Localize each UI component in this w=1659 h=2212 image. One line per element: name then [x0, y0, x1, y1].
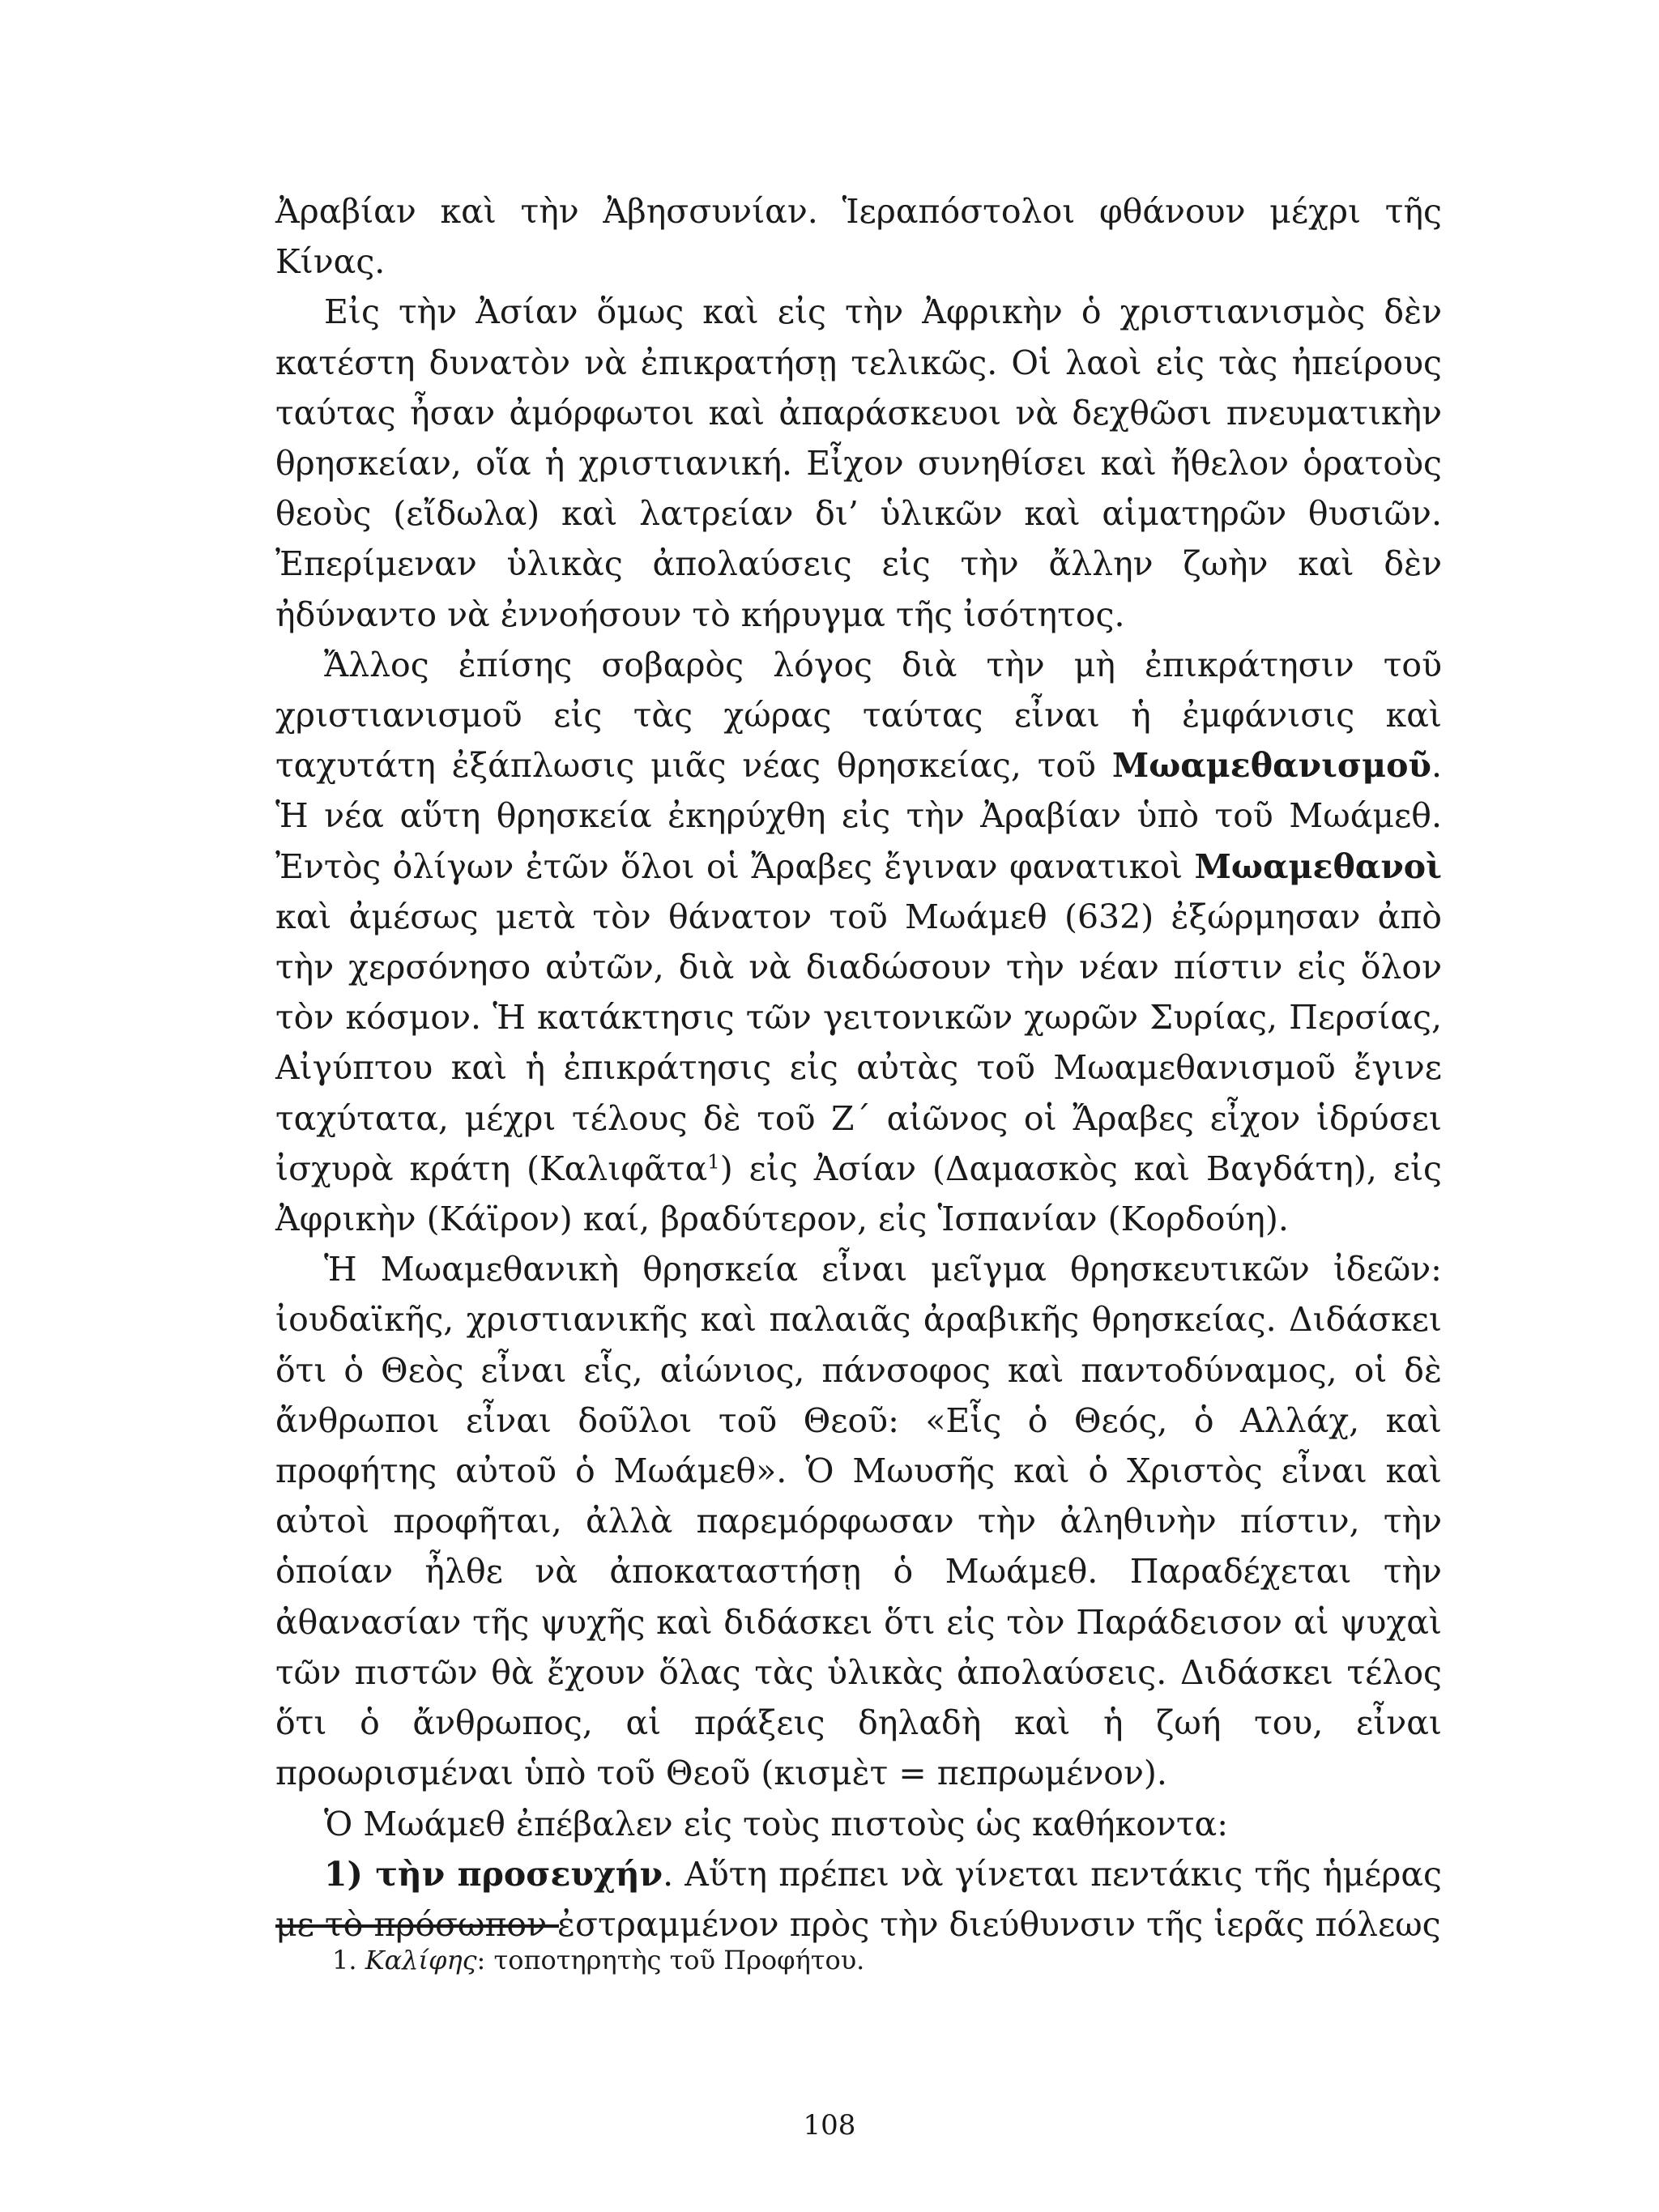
paragraph-3 — [275, 640, 1442, 1244]
paragraph-2: Εἰς τὴν Ἀσίαν ὅμως καὶ εἰς τὴν Ἀφρικὴν ὁ χριστιανισμὸς δὲν κατέστη δυνατὸν νὰ ἐπικρατήσῃ τελικῶς. Οἱ λαοὶ εἰς τὰς ἠπείρους ταύτας ἦσαν ἀμόρφωτοι καὶ ἀπαράσκευοι νὰ δεχθῶσι πνευματικὴν θρησκείαν, οἵα ἡ χριστιανική. Εἶχον συνηθίσει καὶ ἤθελον ὁρατοὺς θεοὺς (εἴδωλα) καὶ λατρείαν δι’ ὑλικῶν καὶ αἱματηρῶν θυσιῶν. Ἐπερίμεναν ὑλικὰς ἀπολαύσεις εἰς τὴν ἄλλην ζωὴν καὶ δὲν ἠδύναντο νὰ ἐννοήσουν τὸ κήρυγμα τῆς ἰσότητος. — [275, 292, 1442, 634]
bold-term-mohammedanism: Μωαμεθανισμοῦ — [1111, 746, 1431, 786]
paragraph-1: Ἀραβίαν καὶ τὴν Ἀβησσυνίαν. Ἱεραπόστολοι φθάνουν μέχρι τῆς Κίνας. — [275, 192, 1442, 282]
footnote-marker: 1 — [707, 1149, 720, 1174]
footnote-definition: : τοποτηρητὴς τοῦ Προφήτου. — [476, 1945, 865, 1975]
paragraph-3-text-d: ) εἰς Ἀσίαν (Δαμασκὸς καὶ Βαγδάτη), εἰς Ἀφρικὴν (Κάϊρον) καί, βραδύτερον, εἰς Ἱσπανίαν (Κορδούη). — [275, 1149, 1442, 1239]
page-number: 108 — [803, 2109, 856, 2142]
paragraph-5: Ὁ Μωάμεθ ἐπέβαλεν εἰς τοὺς πιστοὺς ὡς καθήκοντα: — [324, 1804, 1229, 1843]
paragraph-4: Ἡ Μωαμεθανικὴ θρησκεία εἶναι μεῖγμα θρησκευτικῶν ἰδεῶν: ἰουδαϊκῆς, χριστιανικῆς καὶ παλαιᾶς ἀραβικῆς θρησκείας. Διδάσκει ὅτι ὁ Θεὸς εἶναι εἷς, αἰώνιος, πάνσοφος καὶ παντοδύναμος, οἱ δὲ ἄνθρωποι εἶναι δοῦλοι τοῦ Θεοῦ: «Εἷς ὁ Θεός, ὁ Αλλάχ, καὶ προφήτης αὐτοῦ ὁ Μωάμεθ». Ὁ Μωυσῆς καὶ ὁ Χριστὸς εἶναι καὶ αὐτοὶ προφῆται, ἀλλὰ παρεμόρφωσαν τὴν ἀληθινὴν πίστιν, τὴν ὁποίαν ἦλθε νὰ ἀποκαταστήσῃ ὁ Μωάμεθ. Παραδέχεται τὴν ἀθανασίαν τῆς ψυχῆς καὶ διδάσκει ὅτι εἰς τὸν Παράδεισον αἱ ψυχαὶ τῶν πιστῶν θὰ ἔχουν ὅλας τὰς ὑλικὰς ἀπολαύσεις. Διδάσκει τέλος ὅτι ὁ ἄνθρωπος, αἱ πράξεις δηλαδὴ καὶ ἡ ζωή του, εἶναι προωρισμέναι ὑπὸ τοῦ Θεοῦ (κισμὲτ = πεπρωμένον). — [275, 1250, 1442, 1793]
paragraph-6-text: . Αὕτη πρέπει νὰ γίνεται πεντάκις τῆς ἡμέρας με τὸ πρόσωπον ἐστραμμένον πρὸς τὴν διεύθυνσιν τῆς ἱερᾶς πόλεως — [275, 1854, 1443, 1944]
paragraph-3-text-c: καὶ ἀμέσως μετὰ τὸν θάνατον τοῦ Μωάμεθ (632) ἐξώρμησαν ἀπὸ τὴν χερσόνησο αὐτῶν, διὰ νὰ διαδώσουν τὴν νέαν πίστιν εἰς ὅλον τὸν κόσμον. Ἡ κατάκτησις τῶν γειτονικῶν χωρῶν Συρίας, Περσίας, Αἰγύπτου καὶ ἡ ἐπικράτησις εἰς αὐτὰς τοῦ Μωαμεθανισμοῦ ἔγινε ταχύτατα, μέχρι τέλους δὲ τοῦ Ζ΄ αἰῶνος οἱ Ἄραβες εἶχον ἱδρύσει ἰσχυρὰ κράτη (Καλιφᾶτα — [275, 897, 1442, 1188]
footnote-term: Καλίφης — [365, 1945, 477, 1975]
footnote-divider — [275, 1924, 559, 1928]
footnote-number: 1. — [332, 1945, 365, 1975]
bold-term-mohammedans: Μωαμεθανοὶ — [1194, 846, 1442, 886]
body-text — [275, 186, 1442, 1950]
footnote — [332, 1944, 1442, 1976]
bold-term-prayer: 1) τὴν προσευχήν — [324, 1854, 663, 1894]
paragraph-6 — [275, 1849, 1442, 1950]
paragraph-3-text-b: . Ἡ νέα αὕτη θρησκεία ἐκηρύχθη εἰς τὴν Ἀραβίαν ὑπὸ τοῦ Μωάμεθ. Ἐντὸς ὀλίγων ἐτῶν ὅλοι οἱ Ἄραβες ἔγιναν φανατικοὶ — [275, 746, 1442, 886]
paragraph-3-text-a: Ἄλλος ἐπίσης σοβαρὸς λόγος διὰ τὴν μὴ ἐπικράτησιν τοῦ χριστιανισμοῦ εἰς τὰς χώρας ταύτας εἶναι ἡ ἐμφάνισις καὶ ταχυτάτη ἐξάπλωσις μιᾶς νέας θρησκείας, τοῦ — [275, 645, 1442, 786]
